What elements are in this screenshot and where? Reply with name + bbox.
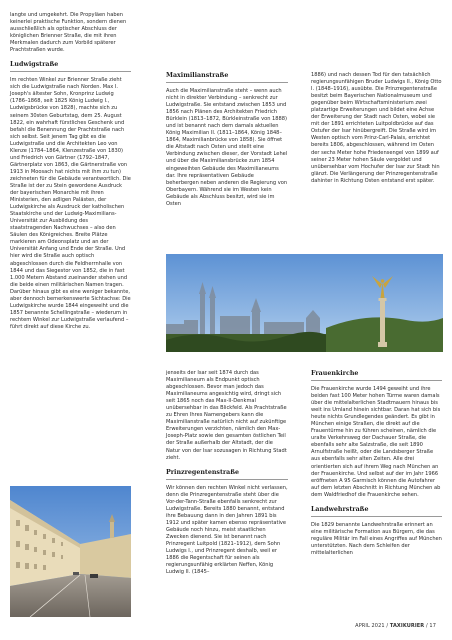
heading-frauenkirche: Frauenkirche — [311, 370, 442, 381]
column-2-paragraph: jenseits der Isar seit 1874 durch das Maximilianeum als Endpunkt optisch abgeschlossen. Bevor man jedoch das Maximilianeums angesichtig wird, dringt sich seit 1865 noch das Max-II-Denkmal unübersehbar in das Blickfeld. Als Prachtstraße zu Ehren Ihres Namengebers kann die Maximilianstraße natürlich nicht auf zukünftige Erweiterungen verzichten, nämlich den Max-Joseph-Platz sowie den gesamten östlichen Teil der Straße außerhalb der Altstadt, der die Natur von der Isar sozusagen in Richtung Stadt zieht. — [166, 370, 287, 461]
heading-landwehrstrasse: Landwehrstraße — [311, 506, 442, 517]
panorama-photo-illustration — [166, 254, 443, 352]
footer-issue: APRIL 2021 — [355, 623, 385, 629]
column-2-paragraph: Wir können den rechten Winkel nicht verlassen, denn die Prinzregentenstraße steht über die Vor-der-Tann-Straße ebenfalls senkrecht zur Ludwigstraße. Bereits 1880 benannt, entstand ihre Bebauung dann in den Jahren 1891 bis 1912 und später kamen ebenso repräsentative Gebäude noch hinzu, meist staatlichen Zwecken dienend. Sie ist benannt nach Prinzregent Luitpold (1821–1912), dem Sohn Ludwigs I., und Prinzregent deshalb, weil er 1886 die Regentschaft für seinen als regierungsunfähig erklärten Neffen, König Ludwig II. (1845– — [166, 484, 288, 576]
column-3-paragraph: Die Frauenkirche wurde 1494 geweiht und ihre beiden fast 100 Meter hohen Türme waren damals über die mittelalterlichen Stadtmauern hinaus bis weit ins Umland hinein sichtbar. Daran hat sich bis heute nichts Grundlegendes geändert. Es gibt in München einige Straßen, die direkt auf die Frauentürme hin zu führen scheinen, nämlich die uralte Verkehrsweg der Dachauer Straße, die ebenfalls sehr alte Salzstraße, die seit 1890 Arnulfstraße heißt, oder die Landsberger Straße aus ebenfalls sehr alten Zeiten. Alle drei orientierten sich auf ihrem Weg nach München an der Frauenkirche. Und selbst auf der im Jahr 1966 eröffneten A 95 Garmisch können die Autofahrer auf dem letzten Abschnitt in Richtung München ab dem Waldfriedhof die Frauenkirche sehen. — [311, 386, 441, 498]
heading-maximilianstrasse: Maximilianstraße — [166, 72, 288, 83]
column-2-bottom — [166, 370, 288, 583]
heading-ludwigstrasse: Ludwigstraße — [10, 61, 131, 72]
column-2-paragraph: Auch die Maximilianstraße steht – wenn auch nicht in direkter Verbindung – senkrecht zur Ludwigstraße. Sie entstand zwischen 1853 und 1856 nach Plänen des Architekten Friedrich Bürklein (1813–1872, Bürkleinstraße von 1888) und ist benannt nach dem damals aktuellen König Maximilian II. (1811–1864, König 1848–1864, Maximilianbrücke von 1858). Sie öffnet die Altstadt nach Osten und stellt eine Verbindung zwischen dieser, der Vorstadt Lehel und über die Maximiliansbrücke zum 1854 eingeweihten Gebäude des Maximilianeums dar. Ihre repräsentativen Gebäude beherbergen neben anderen die Regierung von Oberbayern. Während sie im Westen kein Gebäude als Abschluss besitzt, wird sie im Osten — [166, 88, 288, 207]
photo-friedensengel-panorama — [166, 254, 443, 352]
page-footer — [355, 623, 436, 629]
photo-ludwigstrasse — [10, 486, 131, 617]
column-3-paragraph: Die 1829 benannte Landwehrstraße erinnert an eine militärische Formation aus Bürgern, die das reguläre Militär im Fall eines Angriffes auf München unterstützten. Nach dem Schleifen der mittelalterlichen — [311, 521, 442, 556]
footer-page-number: / 17 — [424, 623, 436, 629]
street-photo-illustration — [10, 486, 131, 617]
column-1-paragraph: Im rechten Winkel zur Brienner Straße zieht sich die Ludwigstraße nach Norden. Max I. Joseph's ältester Sohn, Kronprinz Ludwig (1786–1868, seit 1825 König Ludwig I., Ludwigsbrücke von 1828), machte sich zu seinem 30sten Geburtstag, dem 25. August 1822, ein wahrhaft fürstliches Geschenk und befahl die Benennung der Prachtstraße nach sich selbst. Seit jenem Tag gibt es die Ludwigstraße und die Architekten Leo von Klenze (1784–1864, Klenzestraße von 1830) und Friedrich von Gärtner (1792–1847, Gärtnerplatz von 1863, die Gärtnerstraße von 1913 in Moosach hat nichts mit ihm zu tun) zeichneten für die Gebäude verantwortlich. Die Straße ist der zu Stein gewordene Ausdruck der bayerischen Monarchie mit ihren Ministerien, den adligen Palästen, der Ludwigskirche als Ausdruck der katholischen Staatskirche und der Ludwig-Maximilians-Universität zur Ausbildung des staatstragenden Nachwuchses – also den Säulen des Königreiches. Breite Plätze markieren am Odeonsplatz und an der Universität Anfang und Ende der Straße. Und hier wird die Straße auch optisch abgeschlossen durch die Feldherrnhalle von 1844 und das Siegestor von 1852, die in fast 1.000 Metern Abstand zueinander stehen und die beide einen militärischen Namen tragen. Darüber hinaus gibt es eine weniger bekannte, aber dennoch bemerkenswerte Sichtachse: Die Ludwigskirche wurde 1844 eingeweiht und die 1857 benannte Schellingstraße – wiederum in rechtem Winkel zur Ludwigstraße verlaufend – führt direkt auf diese Kirche zu. — [10, 77, 131, 330]
column-2-top — [166, 72, 288, 215]
heading-prinzregentenstrasse: Prinzregentenstraße — [166, 469, 288, 480]
footer-separator: / — [384, 623, 390, 629]
column-1 — [10, 12, 131, 338]
column-1-paragraph: langte und umgekehrt. Die Propyläen haben keinerlei praktische Funktion, sondern dienen ausschließlich als optischer Abschluss der königlichen Brienner Straße, die mit ihren Merkmalen dadurch zum Vorbild späterer Prachtstraßen wurde. — [10, 12, 127, 54]
column-3-top — [311, 72, 442, 192]
column-3-bottom — [311, 370, 442, 564]
footer-magazine: TAXIKURIER — [389, 623, 425, 629]
column-3-paragraph: 1886) und nach dessen Tod für den tatsächlich regierungsunfähigen Bruder Ludwigs II., König Otto I. (1848–1916), ausübte. Die Prinzregentenstraße besitzt beim Bayerischen Nationalmuseum und gegenüber beim Wirtschaftsministerium zwei platzartige Erweiterungen und bildet eine Achse der Erweiterung der Stadt nach Osten, wobei sie mit der 1891 errichteten Luitpoldbrücke auf das Ostufer der Isar hinübergreift. Die Straße wird im Westen optisch vom Prinz-Carl-Palais, errichtet bereits 1806, abgeschlossen, während im Osten der sechs Meter hohe Friedensengel von 1899 auf seiner 23 Meter hohen Säule vergoldet und unübersehbar vom Hochufer der Isar zur Stadt hin glänzt. Die Verlängerung der Prinzregentenstraße dahinter in Richtung Osten entstand erst später. — [311, 72, 442, 184]
